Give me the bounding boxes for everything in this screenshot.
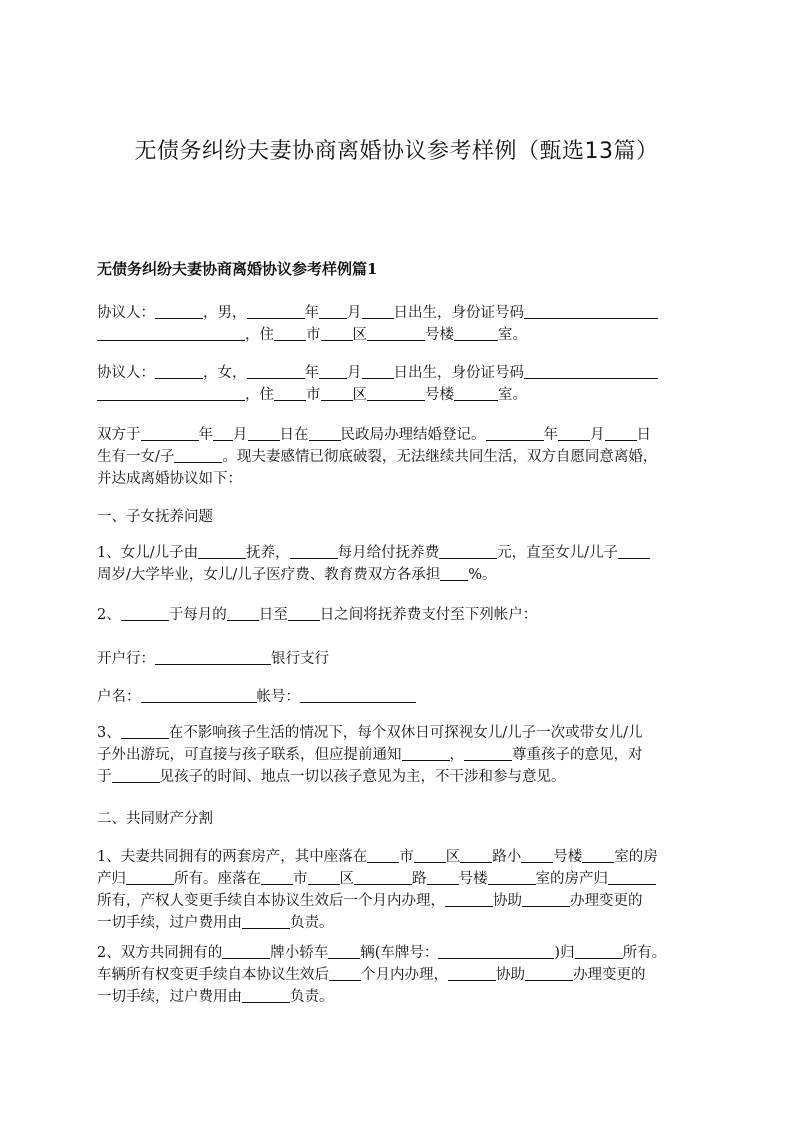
blank (427, 870, 459, 886)
blank (274, 386, 306, 402)
blank (618, 544, 650, 560)
blank (174, 448, 222, 464)
vehicle-paragraph: 2、双方共同拥有的 牌小轿车 辆(车牌号： )归 所有。 车辆所有权变更手续自本协议生效后 个月内办理， 协助 办理变更的 一切手续，过户费用由 负责。 (97, 945, 667, 1005)
blank (121, 724, 169, 740)
blank (354, 870, 412, 886)
blank (522, 892, 570, 908)
blank (300, 688, 416, 704)
blank (440, 566, 468, 582)
blank (439, 544, 497, 560)
blank (222, 944, 270, 960)
party-two-paragraph: 协议人： ，女， 年 月 日出生，身份证号码 ，住 市 区 号楼 室。 (97, 362, 702, 406)
blank (274, 326, 306, 342)
blank (155, 304, 203, 320)
blank (288, 606, 320, 622)
section-heading: 无债务纠纷夫妻协商离婚协议参考样例篇1 (97, 260, 378, 278)
blank (402, 746, 450, 762)
blank (445, 892, 493, 908)
blank (524, 364, 658, 380)
blank (488, 870, 536, 886)
blank (525, 966, 573, 982)
blank (329, 966, 361, 982)
blank (308, 870, 340, 886)
blank (367, 848, 399, 864)
blank (198, 544, 246, 560)
blank (242, 988, 290, 1004)
blank (112, 768, 160, 784)
blank (414, 848, 446, 864)
blank (454, 326, 498, 342)
blank (290, 544, 338, 560)
property-paragraph: 1、夫妻共同拥有的两套房产，其中座落在 市 区 路小 号楼 室的房 产归 所有。座落在 市 区 路 号楼 室的房产归 所有，产权人变更手续自本协议生效后一个月内办理， 协助 办理变更的 一切手续，过户费用由 负责。 (97, 849, 658, 931)
blank (261, 870, 293, 886)
party-one-paragraph: 协议人： ，男， 年 月 日出生，身份证号码 ，住 市 区 号楼 室。 (97, 302, 702, 346)
blank (367, 326, 425, 342)
child-support-paragraph: 1、女儿/儿子由 抚养， 每月给付抚养费 元，直至女儿/儿子 周岁/大学毕业，女儿/儿子医疗费、教育费双方各承担 %。 (97, 542, 702, 586)
document-title: 无债务纠纷夫妻协商离婚协议参考样例（甄选13篇） (134, 139, 659, 164)
blank (608, 870, 656, 886)
section-one-heading: 一、子女抚养问题 (97, 509, 213, 525)
blank (121, 606, 169, 622)
blank (328, 944, 360, 960)
blank (524, 304, 658, 320)
blank (227, 606, 259, 622)
payment-paragraph: 2、 于每月的 日至 日之间将抚养费支付至下列帐户： (97, 607, 538, 623)
bank-paragraph: 开户行： 银行支行 (97, 651, 329, 667)
blank (126, 870, 174, 886)
blank (97, 386, 245, 402)
blank (321, 386, 353, 402)
blank (362, 304, 394, 320)
blank (319, 364, 347, 380)
marriage-paragraph: 双方于 年 月 日在 民政局办理结婚登记。 年 月 日 生有一女/子 。现夫妻感情已彻底破裂，无法继续共同生活，双方自愿同意离婚， 并达成离婚协议如下： (97, 427, 658, 487)
blank (575, 944, 623, 960)
blank (97, 326, 245, 342)
blank (321, 326, 353, 342)
blank (558, 426, 590, 442)
blank (582, 848, 614, 864)
account-paragraph: 户名： 帐号： (97, 686, 702, 708)
blank (141, 688, 257, 704)
blank (309, 426, 341, 442)
blank (460, 848, 492, 864)
visitation-paragraph: 3、 在不影响孩子生活的情况下，每个双休日可探视女儿/儿子一次或带女儿/儿 子外出游玩，可直接与孩子联系，但应提前通知 ， 尊重孩子的意见，对 于 见孩子的时间、地点一切以孩子意见为主，不干涉和参与意见。 (97, 725, 643, 785)
blank (247, 364, 305, 380)
blank (448, 966, 496, 982)
blank (213, 426, 233, 442)
blank (319, 304, 347, 320)
blank (454, 386, 498, 402)
blank (521, 848, 553, 864)
blank (248, 426, 280, 442)
blank (362, 364, 394, 380)
blank (155, 650, 271, 666)
blank (141, 426, 199, 442)
blank (155, 364, 203, 380)
blank (367, 386, 425, 402)
blank (486, 426, 544, 442)
blank (247, 304, 305, 320)
blank (605, 426, 637, 442)
blank (464, 746, 512, 762)
blank (242, 914, 290, 930)
section-two-heading: 二、共同财产分割 (97, 811, 213, 827)
blank (438, 944, 554, 960)
